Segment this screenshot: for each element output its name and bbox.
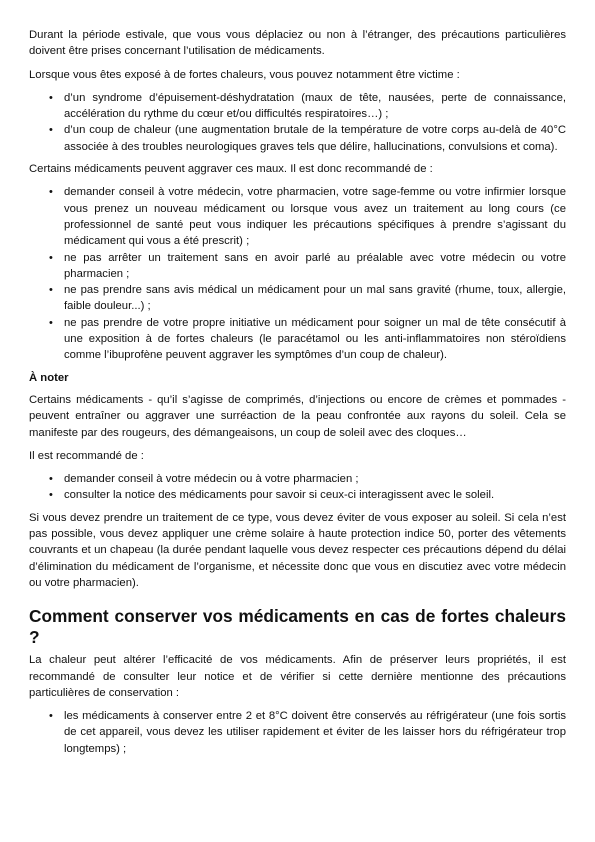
heat-exposure-list [29, 90, 566, 155]
storage-heading: Comment conserver vos médicaments en cas de fortes chaleurs ? [29, 606, 566, 648]
storage-list [29, 708, 566, 757]
bullet-icon: • [49, 284, 53, 297]
list-item-text: demander conseil à votre médecin, votre pharmacien, votre sage-femme ou votre infirmier lorsque vous prenez un nouveau médicament ou lorsque vous avez un traitement au long cours (ce professionnel de santé peut vous indiquer les précautions spécifiques à prendre s’agissant du médicament qui vous a été prescrit) ; [64, 186, 566, 248]
list-item-text: les médicaments à conserver entre 2 et 8°C doivent être conservés au réfrigérateur (une fois sortis de cet appareil, vous devez les utiliser rapidement et éviter de les laisser hors du réfrigérateur trop longtemps) ; [64, 710, 566, 755]
list-item-text: d’un syndrome d’épuisement-déshydratation (maux de tête, nausées, perte de connaissance, accélération du rythme du cœur et/ou difficultés respiratoires…) ; [64, 91, 566, 121]
list-item-text: d’un coup de chaleur (une augmentation brutale de la température de votre corps au-delà de 40°C associée à des troubles neurologiques graves tels que délire, hallucinations, convulsions et coma). [64, 124, 566, 153]
intro-paragraph: Durant la période estivale, que vous vous déplaciez ou non à l’étranger, des précautions particulières doivent être prises concernant l’utilisation de médicaments. [29, 29, 566, 58]
list-item [29, 90, 566, 123]
list-item [29, 122, 566, 155]
storage-intro: La chaleur peut altérer l’efficacité de vos médicaments. Afin de préserver leurs propriétés, il est recommandé de consulter leur notice et de vérifier si cette dernière mentionne des précautions particulières de conservation : [29, 654, 566, 699]
note-paragraph: Certains médicaments - qu’il s’agisse de comprimés, d’injections ou encore de crèmes et pommades - peuvent entraîner ou aggraver une surréaction de la peau confrontée aux rayons du soleil. Cela se manifeste par des rougeurs, des démangeaisons, un coup de soleil avec des cloques… [29, 393, 566, 439]
note-closing-paragraph: Si vous devez prendre un traitement de ce type, vous devez éviter de vous exposer au soleil. Si cela n’est pas possible, vous devez appliquer une crème solaire à haute protection indice 50, porter des vêtements couvrants et un chapeau (la durée pendant laquelle vous devez respecter ces précautions dépend du délai d’élimination du médicament de l’organisme, et nécessite donc que vous en discutiez avec votre médecin ou votre pharmacien). [29, 511, 566, 589]
note-lead: Il est recommandé de : [29, 449, 144, 462]
list-item-text: demander conseil à votre médecin ou à votre pharmacien ; [64, 473, 359, 486]
bullet-icon: • [49, 489, 53, 502]
bullet-icon: • [49, 473, 53, 486]
bullet-icon: • [49, 124, 53, 137]
bullet-icon: • [49, 316, 53, 329]
bullet-icon: • [49, 710, 53, 723]
list-item-text: ne pas prendre sans avis médical un médicament pour un mal sans gravité (rhume, toux, allergie, faible douleur...) ; [64, 284, 566, 313]
bullet-icon: • [49, 91, 53, 104]
bullet-icon: • [49, 186, 53, 199]
recommendations-lead: Certains médicaments peuvent aggraver ces maux. Il est donc recommandé de : [29, 163, 433, 176]
recommendations-list [29, 184, 566, 363]
list-item [29, 250, 566, 283]
heat-exposure-lead: Lorsque vous êtes exposé à de fortes chaleurs, vous pouvez notamment être victime : [29, 68, 460, 81]
list-item [29, 184, 566, 249]
document-page [29, 27, 566, 763]
note-heading: À noter [29, 371, 69, 384]
list-item-text: consulter la notice des médicaments pour savoir si ceux-ci interagissent avec le soleil. [64, 489, 495, 502]
list-item [29, 708, 566, 757]
list-item [29, 282, 566, 315]
list-item-text: ne pas prendre de votre propre initiative un médicament pour soigner un mal de tête consécutif à une exposition à de fortes chaleurs (le paracétamol ou les anti-inflammatoires non stéroïdiens comme l’ibuprofène peuvent aggraver les symptômes d’un coup de chaleur). [64, 316, 566, 362]
note-list [29, 471, 566, 504]
bullet-icon: • [49, 251, 53, 264]
list-item [29, 471, 566, 487]
list-item [29, 315, 566, 364]
list-item [29, 487, 566, 503]
list-item-text: ne pas arrêter un traitement sans en avoir parlé au préalable avec votre médecin ou votre pharmacien ; [64, 251, 566, 280]
